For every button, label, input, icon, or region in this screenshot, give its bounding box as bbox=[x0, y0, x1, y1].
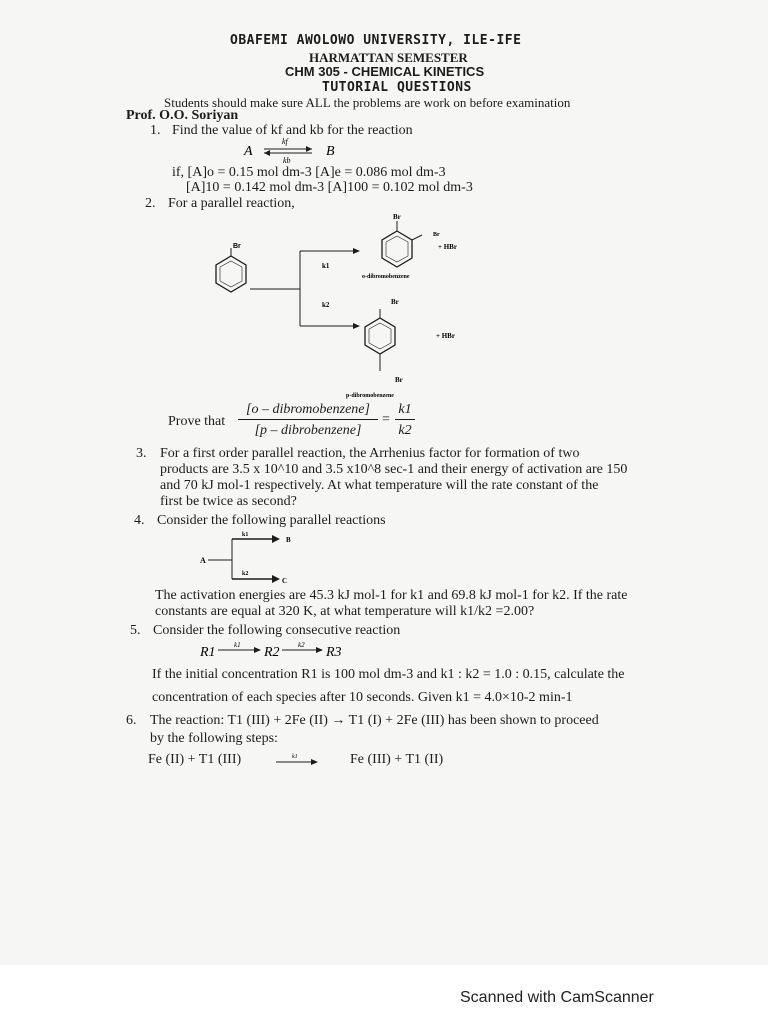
q1-data-line1: if, [A]o = 0.15 mol dm-3 [A]e = 0.086 mol dm-3 bbox=[172, 165, 446, 180]
para-ring bbox=[365, 318, 395, 354]
q3-line1: For a first order parallel reaction, the Arrhenius factor for formation of two bbox=[160, 446, 580, 461]
semester: HARMATTAN SEMESTER bbox=[309, 50, 468, 65]
camscanner-watermark: Scanned with CamScanner bbox=[460, 989, 654, 1006]
rhs-numerator: k1 bbox=[398, 402, 412, 417]
kf-label: kf bbox=[282, 137, 288, 146]
q4-a: A bbox=[200, 556, 206, 565]
ratio-line bbox=[238, 419, 378, 420]
document-title: TUTORIAL QUESTIONS bbox=[322, 80, 472, 95]
q2-number: 2. bbox=[145, 196, 156, 211]
q2-k1-label: k1 bbox=[322, 262, 330, 270]
q5-line1: If the initial concentration R1 is 100 mol dm-3 and k1 : k2 = 1.0 : 0.15, calculate the bbox=[152, 667, 625, 682]
q1-number: 1. bbox=[150, 123, 161, 138]
q6-k1: k1 bbox=[292, 754, 298, 760]
q1-equilibrium bbox=[238, 136, 338, 164]
consecutive-reaction bbox=[198, 638, 348, 664]
q3-line2: products are 3.5 x 10^10 and 3.5 x10^8 sec-1 and their energy of activation are 150 bbox=[160, 462, 628, 477]
q2-text: For a parallel reaction, bbox=[168, 196, 295, 211]
bromobenzene-ring bbox=[216, 256, 246, 292]
q4-b: B bbox=[286, 536, 291, 544]
para-br-2: Br bbox=[395, 376, 403, 384]
q1-product: B bbox=[326, 144, 335, 159]
q6-step-left: Fe (II) + T1 (III) bbox=[148, 752, 242, 767]
k2-arrowhead bbox=[353, 323, 360, 329]
q5-r3: R3 bbox=[326, 645, 342, 660]
ortho-hbr: + HBr bbox=[438, 243, 457, 251]
course-title: CHM 305 - CHEMICAL KINETICS bbox=[285, 64, 485, 79]
ortho-inner-ring bbox=[386, 236, 408, 262]
bromobenzene-br: Br bbox=[233, 243, 241, 250]
ortho-ring bbox=[382, 231, 412, 267]
q4-k1-arrowhead bbox=[272, 535, 280, 543]
ortho-br-2: Br bbox=[433, 232, 440, 238]
q5-arrowhead2 bbox=[316, 647, 323, 653]
q1-data-line2: [A]10 = 0.142 mol dm-3 [A]100 = 0.102 mol dm-3 bbox=[186, 180, 473, 195]
q4-parallel-diagram bbox=[198, 530, 308, 586]
q4-text: Consider the following parallel reactions bbox=[157, 513, 386, 528]
para-hbr: + HBr bbox=[436, 332, 455, 340]
instruction: Students should make sure ALL the problems are work on before examination bbox=[164, 95, 571, 110]
q5-k2: k2 bbox=[298, 641, 305, 649]
university-name: OBAFEMI AWOLOWO UNIVERSITY, ILE-IFE bbox=[230, 33, 522, 48]
backward-arrowhead bbox=[264, 150, 270, 156]
forward-arrowhead bbox=[306, 146, 312, 152]
q5-r2: R2 bbox=[264, 645, 280, 660]
equals-sign: = bbox=[382, 412, 390, 427]
q5-line2: concentration of each species after 10 seconds. Given k1 = 4.0×10-2 min-1 bbox=[152, 690, 573, 705]
q4-k1: k1 bbox=[242, 532, 249, 538]
para-name: p-dibromobenzene bbox=[346, 393, 394, 399]
q6-arrowhead bbox=[311, 759, 318, 765]
ratio-numerator: [o – dibromobenzene] bbox=[246, 402, 370, 417]
para-inner-ring bbox=[369, 323, 391, 349]
q6-step-right: Fe (III) + T1 (II) bbox=[350, 752, 444, 767]
q6-line2: by the following steps: bbox=[150, 731, 278, 746]
q5-text: Consider the following consecutive reaction bbox=[153, 623, 401, 638]
ortho-br-1: Br bbox=[393, 213, 401, 221]
kb-label: kb bbox=[283, 156, 291, 164]
q4-line2: constants are equal at 320 K, at what temperature will k1/k2 =2.00? bbox=[155, 604, 535, 619]
bromobenzene-inner-ring bbox=[220, 261, 242, 287]
rhs-line bbox=[395, 419, 415, 420]
q5-arrowhead1 bbox=[254, 647, 261, 653]
q6-step-arrow bbox=[272, 750, 324, 770]
q6-line1: The reaction: T1 (III) + 2Fe (II) → T1 (I) + 2Fe (III) has been shown to proceed bbox=[150, 713, 599, 728]
q4-number: 4. bbox=[134, 513, 145, 528]
k1-arrowhead bbox=[353, 248, 360, 254]
q3-line3: and 70 kJ mol-1 respectively. At what temperature will the rate constant of the bbox=[160, 478, 599, 493]
parallel-reaction-diagram bbox=[200, 208, 490, 404]
q5-number: 5. bbox=[130, 623, 141, 638]
ratio-denominator: [p – dibrobenzene] bbox=[254, 423, 362, 438]
q6-number: 6. bbox=[126, 713, 137, 728]
ortho-br-bond-2 bbox=[412, 235, 422, 240]
q2-k2-label: k2 bbox=[322, 301, 330, 309]
q3-number: 3. bbox=[136, 446, 147, 461]
lecturer: Prof. O.O. Soriyan bbox=[126, 108, 239, 123]
rhs-denominator: k2 bbox=[398, 423, 412, 438]
q4-k2: k2 bbox=[242, 571, 249, 577]
para-br-1: Br bbox=[391, 298, 399, 306]
ortho-name: o-dibromobenzene bbox=[362, 274, 410, 280]
q5-k1: k1 bbox=[234, 641, 241, 649]
q3-line4: first be twice as second? bbox=[160, 494, 297, 509]
q4-line1: The activation energies are 45.3 kJ mol-1 for k1 and 69.8 kJ mol-1 for k2. If the rate bbox=[155, 588, 628, 603]
q1-text: Find the value of kf and kb for the reaction bbox=[172, 123, 413, 138]
q4-k2-arrowhead bbox=[272, 575, 280, 583]
q1-reactant: A bbox=[244, 144, 253, 159]
q5-r1: R1 bbox=[200, 645, 216, 660]
prove-that: Prove that bbox=[168, 414, 226, 429]
q4-c: C bbox=[282, 577, 288, 585]
